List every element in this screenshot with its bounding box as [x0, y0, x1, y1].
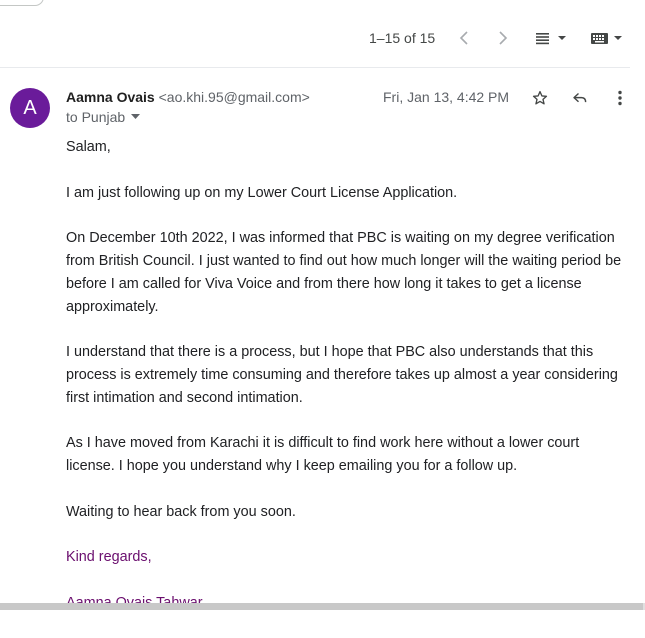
previous-page-button[interactable]	[455, 27, 473, 49]
list-view-icon	[534, 31, 570, 45]
star-button[interactable]	[530, 88, 550, 108]
input-tools-button[interactable]	[590, 29, 626, 47]
message-toolbar	[0, 0, 630, 68]
keyboard-icon	[590, 31, 626, 45]
body-paragraph: I understand that there is a process, but I hope that PBC also understands that this process is extremely time consuming and therefore takes up almost a year considering first intimation and second intimation.	[66, 344, 618, 406]
message-body	[66, 136, 626, 638]
sender-avatar[interactable]: A	[10, 88, 50, 128]
sender-name[interactable]: Aamna Ovais	[66, 89, 155, 105]
body-paragraph: Salam,	[66, 139, 111, 155]
body-paragraph: I am just following up on my Lower Court License Application.	[66, 184, 458, 201]
more-vert-icon	[617, 90, 623, 106]
recipient-details-toggle[interactable]	[66, 109, 140, 125]
horizontal-scrollbar[interactable]	[0, 603, 645, 610]
body-paragraph: On December 10th 2022, I was informed that PBC is waiting on my degree verification from British Council. I just wanted to find out how much longer will the waiting period be before I am called for Viva Voice and from there how long it takes to get a license approximately.	[66, 230, 622, 315]
chevron-right-icon	[498, 31, 508, 45]
sender-info	[66, 89, 310, 105]
reply-icon	[571, 89, 589, 107]
pagination-count: 1–15 of 15	[369, 30, 436, 46]
reply-button[interactable]	[570, 88, 590, 108]
more-options-button[interactable]	[612, 88, 628, 108]
recipient-text: to Punjab	[66, 109, 126, 125]
sender-email: <ao.khi.95@gmail.com>	[158, 89, 310, 105]
caret-down-icon	[131, 114, 140, 120]
view-density-button[interactable]	[534, 29, 570, 47]
message-date: Fri, Jan 13, 4:42 PM	[383, 89, 510, 105]
body-paragraph: Waiting to hear back from you soon.	[66, 503, 296, 520]
chevron-left-icon	[459, 31, 469, 45]
star-icon	[531, 89, 549, 107]
next-page-button[interactable]	[494, 27, 512, 49]
scrollbar-thumb[interactable]	[0, 603, 643, 610]
signoff: Kind regards,	[66, 549, 152, 566]
body-paragraph: As I have moved from Karachi it is difficult to find work here without a lower court license. I hope you understand why I keep emailing you for a follow up.	[66, 435, 580, 475]
